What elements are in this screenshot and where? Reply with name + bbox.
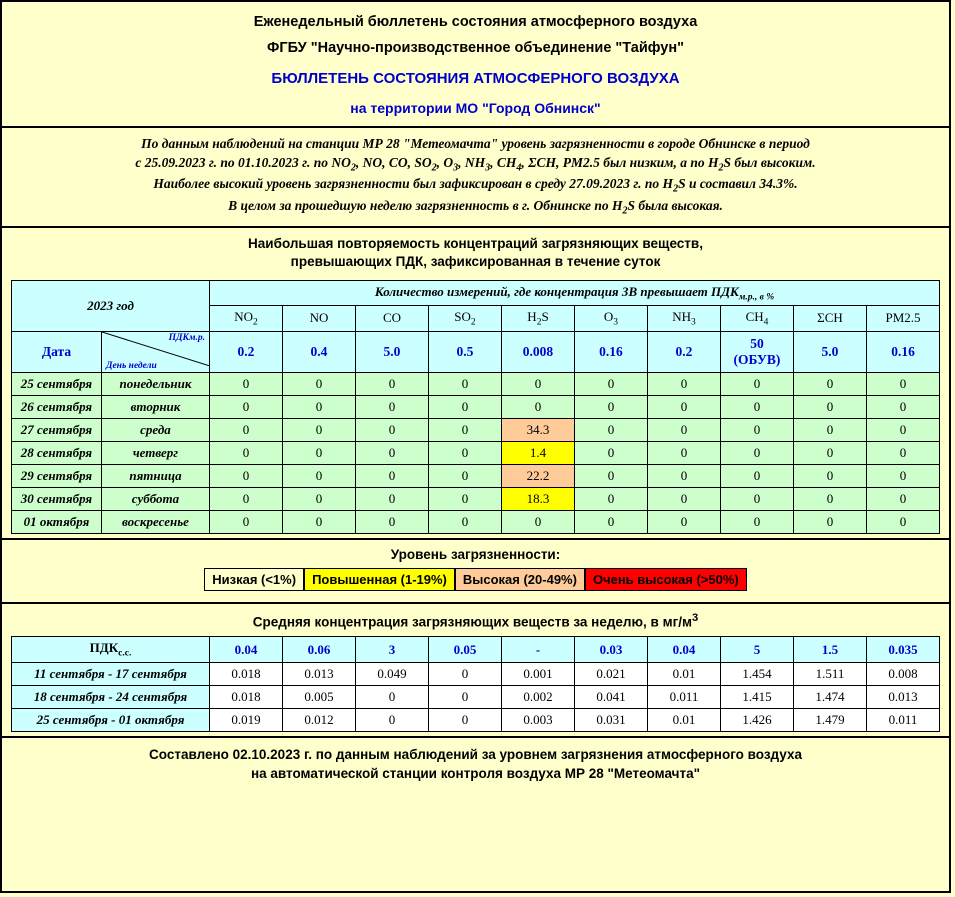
row-value: 0.01 <box>648 662 721 685</box>
row-value: 0 <box>356 685 429 708</box>
row-period: 18 сентября - 24 сентября <box>12 685 210 708</box>
row-value: 0 <box>282 487 355 510</box>
row-value: 0 <box>429 685 502 708</box>
row-value: 0 <box>501 395 574 418</box>
table-header-row-1 <box>11 280 939 306</box>
row-value: 0 <box>428 487 501 510</box>
avg-pdk-ch4: 5 <box>721 637 794 663</box>
row-date: 01 октября <box>11 510 101 533</box>
row-value: 0 <box>355 441 428 464</box>
row-value: 0 <box>866 441 939 464</box>
row-value: 0 <box>647 487 720 510</box>
row-weekday: среда <box>101 418 209 441</box>
avg-pdk-no: 0.06 <box>283 637 356 663</box>
substance-co: CO <box>355 306 428 332</box>
row-date: 30 сентября <box>11 487 101 510</box>
substance-pm25: PM2.5 <box>866 306 939 332</box>
pdk-value-sch: 5.0 <box>793 331 866 372</box>
table-row <box>12 662 940 685</box>
footer-line-2: на автоматической станции контроля воздуха МР 28 "Метеомачта" <box>250 765 701 781</box>
levels-section <box>2 540 949 602</box>
row-date: 27 сентября <box>11 418 101 441</box>
row-value: 0 <box>647 395 720 418</box>
document-footer <box>2 738 949 790</box>
row-value: 0 <box>866 464 939 487</box>
table-row <box>12 708 940 731</box>
header-line-1: Еженедельный бюллетень состояния атмосферного воздуха <box>253 14 698 30</box>
row-value: 0 <box>209 510 282 533</box>
row-period: 11 сентября - 17 сентября <box>12 662 210 685</box>
diag-label-pdk: ПДКм.р. <box>168 332 205 343</box>
legend-item: Повышенная (1-19%) <box>304 568 455 591</box>
avg-pdk-nh3: 0.04 <box>648 637 721 663</box>
row-value: 0 <box>866 487 939 510</box>
summary-line-1: По данным наблюдений на станции МР 28 "Метеомачта" уровень загрязненности в городе Обнинске в период <box>141 136 810 151</box>
pdk-value-no2: 0.2 <box>209 331 282 372</box>
header-line-2: ФГБУ "Научно-производственное объединение "Тайфун" <box>267 40 684 56</box>
row-value: 0.008 <box>867 662 940 685</box>
footer-line-1: Составлено 02.10.2023 г. по данным наблюдений за уровнем загрязнения атмосферного воздуха <box>149 746 802 762</box>
row-value: 0 <box>720 464 793 487</box>
row-value: 0 <box>720 418 793 441</box>
average-title: Средняя концентрация загрязняющих веществ за неделю, в $мг/м^3$ <box>252 611 699 630</box>
row-value: 1.4 <box>501 441 574 464</box>
substance-o3: $O_3$ <box>574 306 647 332</box>
header-subtitle: на территории МО "Город Обнинск" <box>350 100 601 116</box>
row-weekday: пятница <box>101 464 209 487</box>
row-value: 0 <box>428 418 501 441</box>
row-weekday: суббота <box>101 487 209 510</box>
table-row <box>11 418 939 441</box>
year-label: 2023 год <box>11 280 209 331</box>
row-value: 0.013 <box>283 662 356 685</box>
row-value: 0.031 <box>575 708 648 731</box>
row-value: 1.511 <box>794 662 867 685</box>
avg-pdk-pm25: 0.035 <box>867 637 940 663</box>
diagonal-header-cell <box>101 331 209 372</box>
row-value: 0 <box>209 464 282 487</box>
row-value: 0 <box>574 372 647 395</box>
avg-pdk-co: 3 <box>356 637 429 663</box>
row-value: 0 <box>574 441 647 464</box>
row-value: 0 <box>720 441 793 464</box>
row-value: 0 <box>282 464 355 487</box>
row-date: 25 сентября <box>11 372 101 395</box>
row-period: 25 сентября - 01 октября <box>12 708 210 731</box>
pdk-value-no: 0.4 <box>282 331 355 372</box>
row-value: 0 <box>282 510 355 533</box>
row-value: 0 <box>574 418 647 441</box>
row-value: 0 <box>793 441 866 464</box>
avg-pdk-h2s: - <box>502 637 575 663</box>
substance-no2: $NO_2$ <box>209 306 282 332</box>
row-value: 0 <box>428 441 501 464</box>
pdk-value-ch4: 50 (ОБУВ) <box>720 331 793 372</box>
row-value: 0.011 <box>648 685 721 708</box>
row-value: 1.474 <box>794 685 867 708</box>
row-value: 0 <box>282 418 355 441</box>
summary-paragraph <box>2 128 949 226</box>
avg-pdk-no2: 0.04 <box>210 637 283 663</box>
table-subtitle-line-2: превышающих ПДК, зафиксированная в течение суток <box>290 254 661 270</box>
row-weekday: воскресенье <box>101 510 209 533</box>
row-value: 0 <box>647 372 720 395</box>
legend-item: Низкая (<1%) <box>204 568 304 591</box>
table-subtitle-line-1: Наибольшая повторяемость концентраций загрязняющих веществ, <box>248 236 703 252</box>
row-value: 0.013 <box>867 685 940 708</box>
row-value: 0 <box>428 395 501 418</box>
row-value: 0 <box>209 418 282 441</box>
row-weekday: понедельник <box>101 372 209 395</box>
row-value: 34.3 <box>501 418 574 441</box>
levels-title: Уровень загрязненности: <box>390 546 561 562</box>
summary-line-2: с 25.09.2023 г. по 01.10.2023 г. по $NO_2$, NO, CO, $SO_2$, $O_3$, $NH_3$, $CH_4$, ΣCH, PM2.5 был низким, а по $H_2S$ был высоким. <box>135 154 816 174</box>
row-value: 0 <box>282 372 355 395</box>
frequency-table-body <box>11 372 939 533</box>
row-value: 0 <box>793 487 866 510</box>
levels-legend <box>204 568 747 591</box>
row-value: 0 <box>866 510 939 533</box>
row-value: 0 <box>429 708 502 731</box>
average-table <box>11 636 940 732</box>
substance-sch: ΣCH <box>793 306 866 332</box>
avg-pdk-sch: 1.5 <box>794 637 867 663</box>
row-value: 0 <box>866 372 939 395</box>
row-value: 0 <box>793 372 866 395</box>
table-row <box>11 464 939 487</box>
row-value: 0 <box>501 372 574 395</box>
pdk-row <box>11 331 939 372</box>
table-row <box>11 395 939 418</box>
table-subtitle <box>2 228 949 279</box>
row-value: 0 <box>428 464 501 487</box>
row-value: 0 <box>574 464 647 487</box>
row-value: 0 <box>355 510 428 533</box>
substance-so2: $SO_2$ <box>428 306 501 332</box>
row-value: 0.003 <box>502 708 575 731</box>
row-value: 0 <box>793 510 866 533</box>
row-value: 0 <box>428 510 501 533</box>
pdk-value-nh3: 0.2 <box>647 331 720 372</box>
row-value: 0.001 <box>502 662 575 685</box>
row-value: 0.01 <box>648 708 721 731</box>
row-value: 0.021 <box>575 662 648 685</box>
row-value: 0 <box>720 395 793 418</box>
pdk-value-h2s: 0.008 <box>501 331 574 372</box>
row-value: 0 <box>501 510 574 533</box>
row-value: 0 <box>720 372 793 395</box>
row-value: 0.002 <box>502 685 575 708</box>
legend-item: Очень высокая (>50%) <box>585 568 747 591</box>
row-value: 0.005 <box>283 685 356 708</box>
row-value: 0 <box>355 464 428 487</box>
row-value: 0 <box>793 418 866 441</box>
average-table-body <box>12 662 940 731</box>
row-value: 0 <box>429 662 502 685</box>
row-value: 0 <box>282 395 355 418</box>
substance-nh3: $NH_3$ <box>647 306 720 332</box>
row-value: 0 <box>355 418 428 441</box>
average-pdk-row <box>12 637 940 663</box>
row-value: 18.3 <box>501 487 574 510</box>
substance-ch4: $CH_4$ <box>720 306 793 332</box>
table-row <box>11 487 939 510</box>
row-value: 0.012 <box>283 708 356 731</box>
pdk-value-pm25: 0.16 <box>866 331 939 372</box>
avg-pdk-o3: 0.03 <box>575 637 648 663</box>
row-value: 0 <box>209 441 282 464</box>
document-header <box>2 2 949 126</box>
row-value: 0.019 <box>210 708 283 731</box>
row-value: 0 <box>355 487 428 510</box>
row-value: 0 <box>355 372 428 395</box>
row-value: 0.011 <box>867 708 940 731</box>
row-value: 0 <box>647 441 720 464</box>
substance-h2s: $H_2S$ <box>501 306 574 332</box>
row-value: 0 <box>793 395 866 418</box>
row-value: 1.454 <box>721 662 794 685</box>
pdk-value-so2: 0.5 <box>428 331 501 372</box>
legend-item: Высокая (20-49%) <box>455 568 585 591</box>
row-value: 0 <box>356 708 429 731</box>
row-value: 0.018 <box>210 685 283 708</box>
measure-title: Количество измерений, где концентрация ЗВ превышает $ПДК_{м.р., в \%}$ <box>209 280 939 306</box>
row-value: 0 <box>647 510 720 533</box>
row-date: 26 сентября <box>11 395 101 418</box>
row-value: 22.2 <box>501 464 574 487</box>
row-value: 0.018 <box>210 662 283 685</box>
pdk-value-co: 5.0 <box>355 331 428 372</box>
row-date: 29 сентября <box>11 464 101 487</box>
pdk-value-o3: 0.16 <box>574 331 647 372</box>
row-value: 1.415 <box>721 685 794 708</box>
row-value: 0 <box>209 487 282 510</box>
row-weekday: вторник <box>101 395 209 418</box>
frequency-table <box>11 280 940 534</box>
row-value: 0 <box>574 510 647 533</box>
header-title: БЮЛЛЕТЕНЬ СОСТОЯНИЯ АТМОСФЕРНОГО ВОЗДУХА <box>271 70 680 87</box>
avg-pdk-so2: 0.05 <box>429 637 502 663</box>
row-value: 0 <box>209 395 282 418</box>
row-value: 0.049 <box>356 662 429 685</box>
diag-label-weekday: День недели <box>105 360 157 371</box>
summary-line-3: Наиболее высокий уровень загрязненности был зафиксирован в среду 27.09.2023 г. по $H_2S$ и составил 34.3%. <box>153 176 798 195</box>
table-row <box>11 510 939 533</box>
table-row <box>11 441 939 464</box>
row-value: 0 <box>282 441 355 464</box>
row-value: 1.426 <box>721 708 794 731</box>
row-value: 1.479 <box>794 708 867 731</box>
row-date: 28 сентября <box>11 441 101 464</box>
table-row <box>12 685 940 708</box>
row-value: 0 <box>866 418 939 441</box>
row-value: 0 <box>720 510 793 533</box>
row-value: 0 <box>574 487 647 510</box>
row-value: 0 <box>720 487 793 510</box>
table-row <box>11 372 939 395</box>
date-header: Дата <box>11 331 101 372</box>
row-value: 0 <box>209 372 282 395</box>
row-value: 0 <box>428 372 501 395</box>
row-value: 0 <box>793 464 866 487</box>
substance-no: NO <box>282 306 355 332</box>
average-pdk-label: $ПДК_{с.с.}$ <box>12 637 210 663</box>
row-value: 0 <box>866 395 939 418</box>
row-value: 0.041 <box>575 685 648 708</box>
row-weekday: четверг <box>101 441 209 464</box>
row-value: 0 <box>355 395 428 418</box>
summary-line-4: В целом за прошедшую неделю загрязненность в г. Обнинске по $H_2S$ была высокая. <box>228 197 723 217</box>
row-value: 0 <box>647 464 720 487</box>
row-value: 0 <box>574 395 647 418</box>
row-value: 0 <box>647 418 720 441</box>
